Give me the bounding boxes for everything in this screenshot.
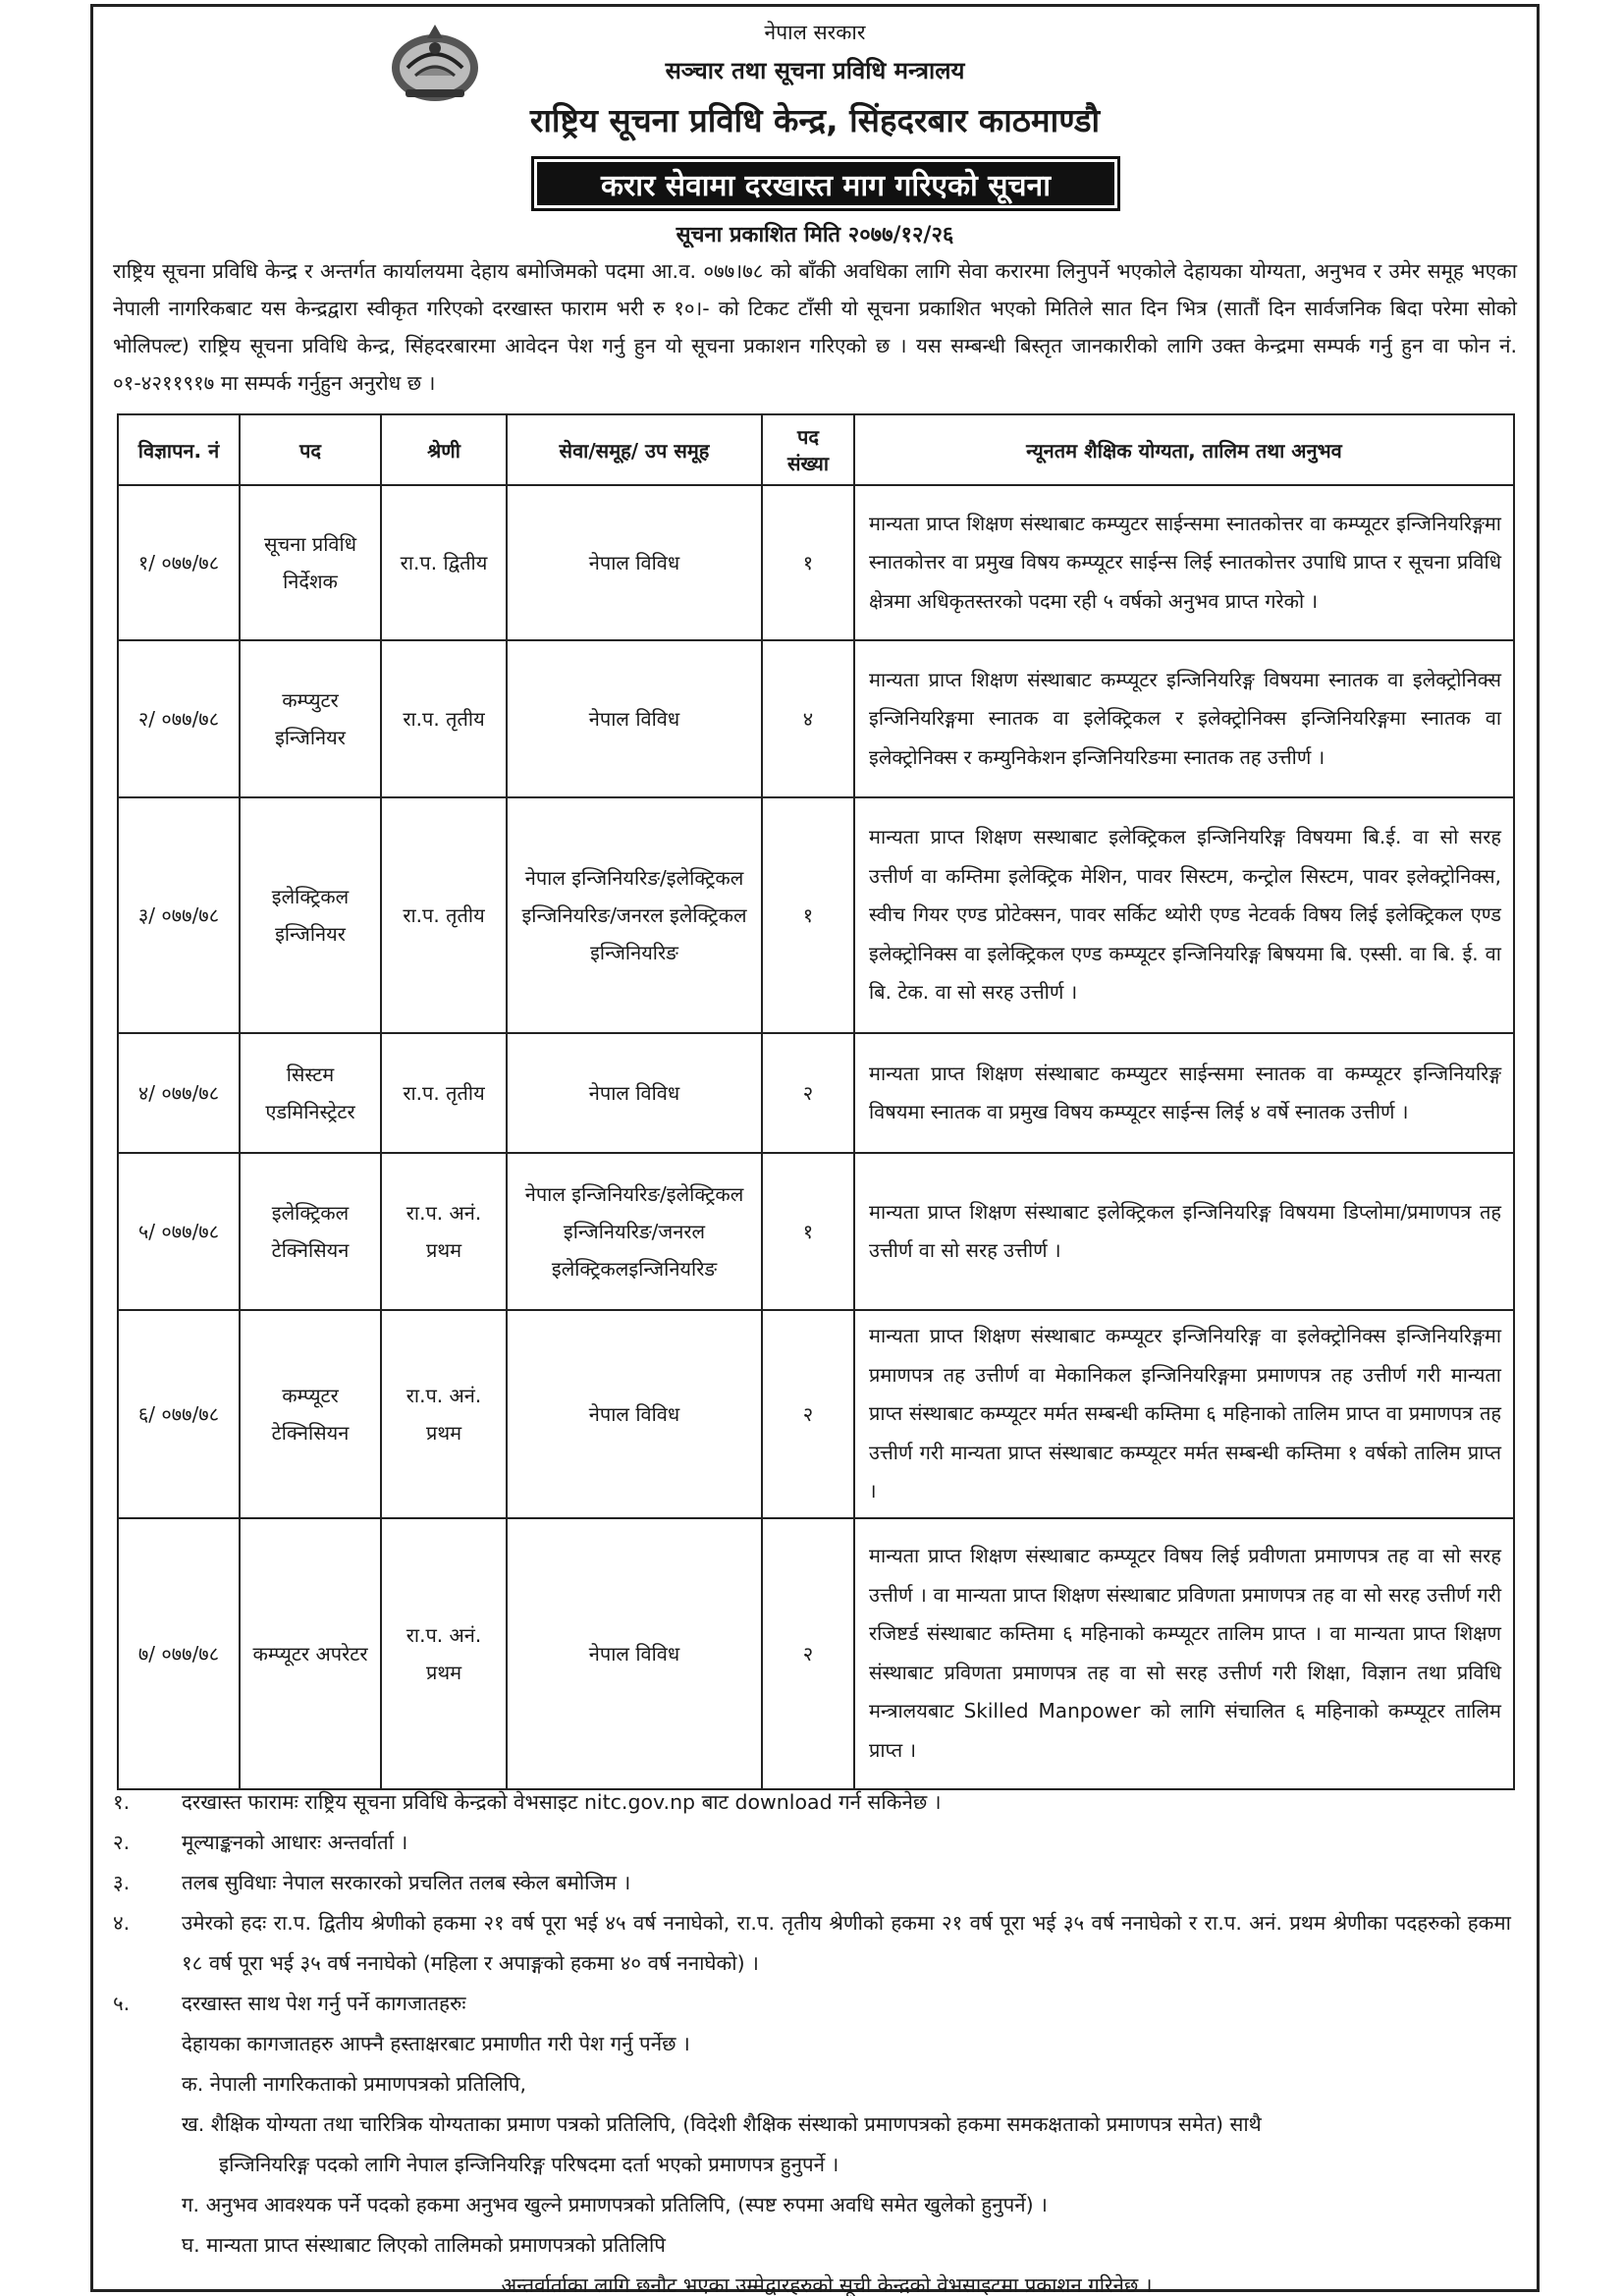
note-item bbox=[113, 1984, 1511, 2024]
post: कम्प्युटर इन्जिनियर bbox=[240, 640, 381, 797]
post: कम्प्यूटर टेक्निसियन bbox=[240, 1310, 381, 1518]
ad-no: ४/ ०७७/७८ bbox=[118, 1033, 240, 1153]
col-header-service: सेवा/समूह/ उप समूह bbox=[507, 414, 762, 485]
notice-header bbox=[93, 7, 1537, 252]
col-header-qualification: न्यूनतम शैक्षिक योग्यता, तालिम तथा अनुभव bbox=[854, 414, 1514, 485]
count: २ bbox=[762, 1310, 854, 1518]
service: नेपाल विविध bbox=[507, 485, 762, 640]
notes-section bbox=[113, 1782, 1511, 2296]
qualification: मान्यता प्राप्त शिक्षण संस्थाबाट कम्प्यूटर विषय लिई प्रवीणता प्रमाणपत्र तह वा सो सरह उत्तीर्ण । वा मान्यता प्राप्त शिक्षण संस्थाबाट प्रविणता प्रमाणपत्र तह वा सो सरह उत्तीर्ण गरी रजिष्टर्ड संस्थाबाट कम्तिमा ६ महिनाको कम्प्यूटर तालिम प्राप्त । वा मान्यता प्राप्त शिक्षण संस्थाबाट प्रविणता प्रमाणपत्र तह वा सो सरह उत्तीर्ण गरी शिक्षा, विज्ञान तथा प्रविधि मन्त्रालयबाट Skilled Manpower को लागि संचालित ६ महिनाको कम्प्यूटर तालिम प्राप्त । bbox=[854, 1518, 1514, 1789]
post: सिस्टम एडमिनिस्ट्रेटर bbox=[240, 1033, 381, 1153]
table-row bbox=[118, 797, 1514, 1033]
ad-no: ५/ ०७७/७८ bbox=[118, 1153, 240, 1310]
level: रा.प. अनं. प्रथम bbox=[381, 1310, 507, 1518]
level: रा.प. अनं. प्रथम bbox=[381, 1153, 507, 1310]
document-item-kha-cont: इन्जिनियरिङ्ग पदको लागि नेपाल इन्जिनियरिङ्ग परिषदमा दर्ता भएको प्रमाणपत्र हुनुपर्ने । bbox=[219, 2153, 839, 2176]
count: १ bbox=[762, 1153, 854, 1310]
col-header-ad-no: विज्ञापन. नं bbox=[118, 414, 240, 485]
ministry-name: सञ्चार तथा सूचना प्रविधि मन्त्रालय bbox=[665, 57, 965, 84]
col-header-post: पद bbox=[240, 414, 381, 485]
table-row bbox=[118, 485, 1514, 640]
post: इलेक्ट्रिकल इन्जिनियर bbox=[240, 797, 381, 1033]
ad-no: ३/ ०७७/७८ bbox=[118, 797, 240, 1033]
ad-no: ७/ ०७७/७८ bbox=[118, 1518, 240, 1789]
document-item-gha: घ. मान्यता प्राप्त संस्थाबाट लिएको तालिमको प्रमाणपत्रको प्रतिलिपि bbox=[182, 2233, 666, 2257]
table-row bbox=[118, 640, 1514, 797]
count: २ bbox=[762, 1033, 854, 1153]
qualification: मान्यता प्राप्त शिक्षण संस्थाबाट कम्प्यूटर इन्जिनियरिङ्ग विषयमा स्नातक वा इलेक्ट्रोनिक्स इन्जिनियरिङ्गमा स्नातक वा इलेक्ट्रिकल र इलेक्ट्रोनिक्स इन्जिनियरिङ्गमा स्नातक वा इलेक्ट्रोनिक्स र कम्युनिकेशन इन्जिनियरिङमा स्नातक तह उत्तीर्ण । bbox=[854, 640, 1514, 797]
count: ४ bbox=[762, 640, 854, 797]
document-item-ga: ग. अनुभव आवश्यक पर्ने पदको हकमा अनुभव खुल्ने प्रमाणपत्रको प्रतिलिपि, (स्पष्ट रुपमा अवधि समेत खुलेको हुनुपर्ने) । bbox=[182, 2193, 1048, 2216]
government-name: नेपाल सरकार bbox=[764, 21, 866, 44]
note-text: तलब सुविधाः नेपाल सरकारको प्रचलित तलब स्केल बमोजिम । bbox=[182, 1871, 631, 1894]
service: नेपाल विविध bbox=[507, 1518, 762, 1789]
ad-no: १/ ०७७/७८ bbox=[118, 485, 240, 640]
col-header-level: श्रेणी bbox=[381, 414, 507, 485]
level: रा.प. तृतीय bbox=[381, 640, 507, 797]
document-item-ka: क. नेपाली नागरिकताको प्रमाणपत्रको प्रतिलिपि, bbox=[182, 2072, 526, 2096]
ad-no: ६/ ०७७/७८ bbox=[118, 1310, 240, 1518]
post: इलेक्ट्रिकल टेक्निसियन bbox=[240, 1153, 381, 1310]
notice-title-banner: करार सेवामा दरखास्त माग गरिएको सूचना bbox=[531, 156, 1120, 211]
note-item bbox=[113, 1782, 1511, 1823]
documents-intro: देहायका कागजातहरु आफ्नै हस्ताक्षरबाट प्रमाणीत गरी पेश गर्नु पर्नेछ । bbox=[182, 2032, 690, 2055]
notice-frame bbox=[90, 4, 1540, 2296]
note-number: १. bbox=[113, 1790, 131, 1814]
col-header-count: पद संख्या bbox=[762, 414, 854, 485]
service: नेपाल इन्जिनियरिङ/इलेक्ट्रिकल इन्जिनियरिङ/जनरल इलेक्ट्रिकलइन्जिनियरिङ bbox=[507, 1153, 762, 1310]
published-date: सूचना प्रकाशित मिति २०७७/१२/२६ bbox=[676, 223, 954, 247]
service: नेपाल विविध bbox=[507, 640, 762, 797]
note-item bbox=[113, 1903, 1511, 1984]
service: नेपाल इन्जिनियरिङ/इलेक्ट्रिकल इन्जिनियरिङ/जनरल इलेक्ट्रिकल इन्जिनियरिङ bbox=[507, 797, 762, 1033]
post: सूचना प्रविधि निर्देशक bbox=[240, 485, 381, 640]
service: नेपाल विविध bbox=[507, 1310, 762, 1518]
note-number: ५. bbox=[113, 1992, 131, 2015]
qualification: मान्यता प्राप्त शिक्षण संस्थाबाट कम्प्यूटर इन्जिनियरिङ्ग वा इलेक्ट्रोनिक्स इन्जिनियरिङ्गमा प्रमाणपत्र तह उत्तीर्ण वा मेकानिकल इन्जिनियरिङ्गमा प्रमाणपत्र तह उत्तीर्ण गरी मान्यता प्राप्त संस्थाबाट कम्प्यूटर मर्मत सम्बन्धी कम्तिमा ६ महिनाको तालिम प्राप्त वा प्रमाणपत्र तह उत्तीर्ण गरी मान्यता प्राप्त संस्थाबाट कम्प्यूटर मर्मत सम्बन्धी कम्तिमा १ वर्षको तालिम प्राप्त । bbox=[854, 1310, 1514, 1518]
ad-no: २/ ०७७/७८ bbox=[118, 640, 240, 797]
qualification: मान्यता प्राप्त शिक्षण सस्थाबाट इलेक्ट्रिकल इन्जिनियरिङ्ग विषयमा बि.ई. वा सो सरह उत्तीर्ण वा कम्तिमा इलेक्ट्रिक मेशिन, पावर सिस्टम, कन्ट्रोल सिस्टम, पावर इलेक्ट्रोनिक्स, स्वीच गियर एण्ड प्रोटेक्सन, पावर सर्किट थ्योरी एण्ड नेटवर्क विषय लिई इलेक्ट्रिकल एण्ड इलेक्ट्रोनिक्स वा इलेक्ट्रिकल एण्ड कम्प्यूटर इन्जिनियरिङ्ग बिषयमा बि. एस्सी. वा बि. ई. वा बि. टेक. वा सो सरह उत्तीर्ण । bbox=[854, 797, 1514, 1033]
closing-statement: अन्तर्वार्ताका लागि छनौट भएका उम्मेद्वारहरुको सूची केन्द्रको वेभसाइटमा प्रकाशन गरिनेछ । bbox=[501, 2273, 1153, 2296]
count: १ bbox=[762, 485, 854, 640]
qualification: मान्यता प्राप्त शिक्षण संस्थाबाट कम्प्युटर साईन्समा स्नातक वा कम्प्यूटर इन्जिनियरिङ्ग विषयमा स्नातक वा प्रमुख विषय कम्प्यूटर साईन्स लिई ४ वर्षे स्नातक उत्तीर्ण । bbox=[854, 1033, 1514, 1153]
post: कम्प्यूटर अपरेटर bbox=[240, 1518, 381, 1789]
table-row bbox=[118, 1033, 1514, 1153]
count: १ bbox=[762, 797, 854, 1033]
level: रा.प. तृतीय bbox=[381, 1033, 507, 1153]
qualification: मान्यता प्राप्त शिक्षण संस्थाबाट इलेक्ट्रिकल इन्जिनियरिङ्ग विषयमा डिप्लोमा/प्रमाणपत्र तह उत्तीर्ण वा सो सरह उत्तीर्ण । bbox=[854, 1153, 1514, 1310]
level: रा.प. अनं. प्रथम bbox=[381, 1518, 507, 1789]
level: रा.प. तृतीय bbox=[381, 797, 507, 1033]
table-row bbox=[118, 1310, 1514, 1518]
note-item bbox=[113, 1823, 1511, 1863]
table-header-row bbox=[118, 414, 1514, 485]
document-item-kha: ख. शैक्षिक योग्यता तथा चारित्रिक योग्यताका प्रमाण पत्रको प्रतिलिपि, (विदेशी शैक्षिक संस्थाको प्रमाणपत्रको हकमा समकक्षताको प्रमाणपत्र समेत) साथै bbox=[182, 2112, 1262, 2136]
count: २ bbox=[762, 1518, 854, 1789]
qualification: मान्यता प्राप्त शिक्षण संस्थाबाट कम्प्युटर साईन्समा स्नातकोत्तर वा कम्प्यूटर इन्जिनियरिङ्गमा स्नातकोत्तर वा प्रमुख विषय कम्प्यूटर साईन्स लिई स्नातकोत्तर उपाधि प्राप्त र सूचना प्रविधि क्षेत्रमा अधिकृतस्तरको पदमा रही ५ वर्षको अनुभव प्राप्त गरेको । bbox=[854, 485, 1514, 640]
note-text: दरखास्त साथ पेश गर्नु पर्ने कागजातहरुः bbox=[182, 1992, 466, 2015]
note-text: मूल्याङ्कनको आधारः अन्तर्वार्ता । bbox=[182, 1831, 408, 1854]
table-row bbox=[118, 1518, 1514, 1789]
table-row bbox=[118, 1153, 1514, 1310]
vacancy-table bbox=[117, 413, 1515, 1790]
level: रा.प. द्वितीय bbox=[381, 485, 507, 640]
centre-name: राष्ट्रिय सूचना प्रविधि केन्द्र, सिंहदरबार काठमाण्डौ bbox=[529, 101, 1101, 139]
note-number: ४. bbox=[113, 1911, 131, 1935]
intro-paragraph: राष्ट्रिय सूचना प्रविधि केन्द्र र अन्तर्गत कार्यालयमा देहाय बमोजिमको पदमा आ.व. ०७७।७८ को बाँकी अवधिका लागि सेवा करारमा लिनुपर्ने भएकोले देहायका योग्यता, अनुभव र उमेर समूह भएका नेपाली नागरिकबाट यस केन्द्रद्वारा स्वीकृत गरिएको दरखास्त फाराम भरी रु १०।- को टिकट टाँसी यो सूचना प्रकाशित भएको मितिले सात दिन भित्र (सातौं दिन सार्वजनिक बिदा परेमा सोको भोलिपल्ट) राष्ट्रिय सूचना प्रविधि केन्द्र, सिंहदरबारमा आवेदन पेश गर्नु हुन यो सूचना प्रकाशन गरिएको छ । यस सम्बन्धी बिस्तृत जानकारीको लागि उक्त केन्द्रमा सम्पर्क गर्नु हुन वा फोन नं. ०१-४२११९१७ मा सम्पर्क गर्नुहुन अनुरोध छ । bbox=[113, 259, 1517, 395]
note-number: २. bbox=[113, 1831, 131, 1854]
note-text: दरखास्त फारामः राष्ट्रिय सूचना प्रविधि केन्द्रको वेभसाइट nitc.gov.np बाट download गर्न सकिनेछ । bbox=[182, 1790, 942, 1814]
note-text: उमेरको हदः रा.प. द्वितीय श्रेणीको हकमा २१ वर्ष पूरा भई ४५ वर्ष ननाघेको, रा.प. तृतीय श्रेणीको हकमा २१ वर्ष पूरा भई ३५ वर्ष ननाघेको र रा.प. अनं. प्रथम श्रेणीका पदहरुको हकमा १८ वर्ष पूरा भई ३५ वर्ष ननाघेको (महिला र अपाङ्गको हकमा ४० वर्ष ननाघेको) । bbox=[182, 1911, 1511, 1975]
service: नेपाल विविध bbox=[507, 1033, 762, 1153]
note-item bbox=[113, 1863, 1511, 1903]
note-number: ३. bbox=[113, 1871, 131, 1894]
